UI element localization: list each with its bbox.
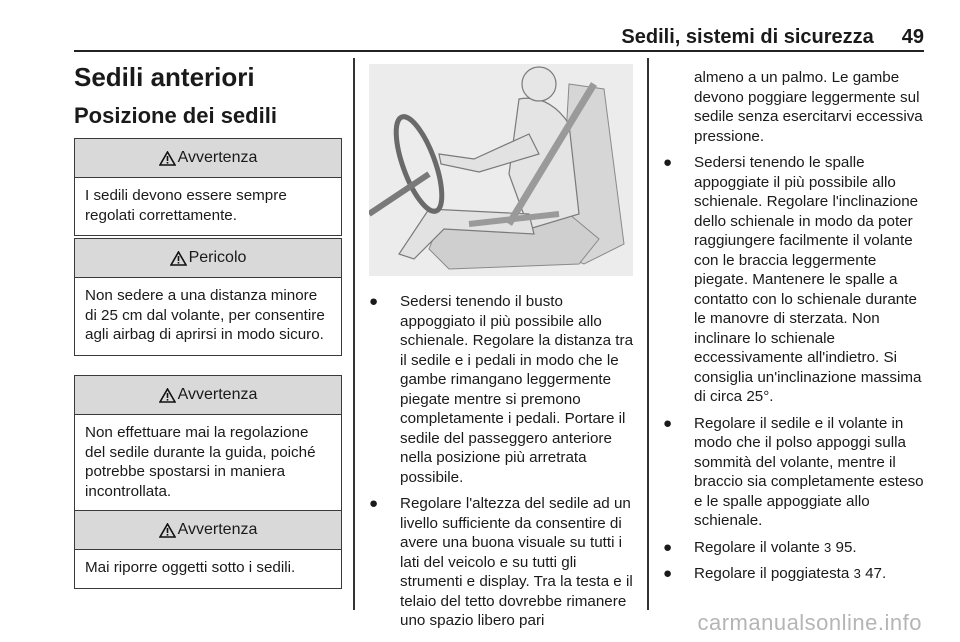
- driver-seat-figure: [369, 64, 633, 276]
- danger-text: Non sedere a una distanza minore di 25 cm dal volante, per consentire agli airbag di aprirsi in modo sicuro.: [85, 287, 325, 343]
- list-item: [663, 414, 925, 531]
- seat-instructions-list: [369, 292, 635, 631]
- list-item-text: Regolare il volante: [694, 538, 820, 556]
- warning-text: I sedili devono essere sempre regolati correttamente.: [85, 187, 287, 224]
- page-header: [621, 26, 924, 49]
- column-divider-left: [353, 58, 355, 610]
- watermark: carmanualsonline.info: [697, 610, 922, 635]
- warning-label: Avvertenza: [177, 149, 258, 166]
- bullet-icon: ●: [369, 495, 379, 512]
- bullet-icon: ●: [663, 414, 673, 432]
- seating-position-illustration: [369, 64, 633, 276]
- list-item-text: Regolare l'altezza del sedile ad un livello sufficiente da consentire di avere una buona visuale su tutti i lati del veicolo e su tutti gli strumenti e display. Tra la testa e il telaio del tetto dovrebbe rimanere uno spazio libero pari: [400, 495, 633, 629]
- warning-header: [75, 139, 341, 178]
- continued-paragraph: almeno a un palmo. Le gambe devono poggiare leggermente sul sedile senza esercitarvi eccessiva pressione.: [694, 69, 923, 145]
- list-item: [369, 292, 635, 487]
- warning-triangle-icon: [170, 251, 187, 266]
- page-reference-link[interactable]: 47.: [865, 565, 887, 582]
- header-rule: [74, 50, 924, 52]
- warning-text: Mai riporre oggetti sotto i sedili.: [85, 559, 296, 576]
- column-divider-right: [647, 58, 649, 610]
- danger-box: [74, 238, 342, 356]
- warning-header: [75, 376, 341, 415]
- warning-triangle-icon: [159, 523, 176, 538]
- chapter-title: Sedili, sistemi di sicurezza: [621, 26, 874, 48]
- right-column-text: [663, 68, 925, 591]
- warning-label: Avvertenza: [177, 386, 258, 403]
- list-item: [369, 494, 635, 631]
- cross-reference-icon: 3: [853, 566, 861, 581]
- subsection-title: Posizione dei sedili: [74, 103, 277, 128]
- bullet-icon: ●: [663, 154, 673, 171]
- seat-instructions-list-continued: [663, 153, 925, 584]
- warning-header: [75, 511, 341, 550]
- middle-column-text: [369, 292, 635, 638]
- list-item-text: Regolare il sedile e il volante in modo che il polso appoggi sulla sommità del volante, mentre il braccio sia completamente esteso e le spalle appoggiate allo schienale.: [694, 414, 924, 529]
- list-item-text: Sedersi tenendo le spalle appoggiate il più possibile allo schienale. Regolare l'inclinazione dello schienale in modo da poter raggiungere facilmente il volante con le braccia leggermente piegate. Mantenere le spalle a contatto con lo schienale durante le manovre di sterzata. Non inclinare lo schienale eccessivamente all'indietro. Si consiglia un'inclinazione massima di circa 25°.: [694, 154, 922, 405]
- section-title: Sedili anteriori: [74, 62, 255, 92]
- warning-label: Avvertenza: [177, 521, 258, 538]
- list-item: [663, 538, 925, 558]
- list-item: [663, 564, 925, 584]
- danger-label: Pericolo: [188, 249, 247, 266]
- page-reference-link[interactable]: 95.: [835, 538, 857, 556]
- list-item: [663, 153, 925, 407]
- bullet-icon: ●: [369, 293, 379, 310]
- warning-box: [74, 510, 342, 589]
- warning-triangle-icon: [159, 151, 176, 166]
- warning-text: Non effettuare mai la regolazione del sedile durante la guida, poiché potrebbe spostarsi in maniera incontrollata.: [85, 424, 316, 500]
- list-item-text: Regolare il poggiatesta: [694, 565, 850, 582]
- danger-header: [75, 239, 341, 278]
- page-number: 49: [901, 26, 924, 48]
- bullet-icon: ●: [663, 565, 673, 582]
- cross-reference-icon: 3: [824, 539, 832, 555]
- warning-box: [74, 138, 342, 236]
- warning-box: [74, 375, 342, 512]
- bullet-icon: ●: [663, 538, 673, 556]
- list-item-text: Sedersi tenendo il busto appoggiato il più possibile allo schienale. Regolare la distanza tra il sedile e i pedali in modo che le gambe rimangano leggermente piegate mentre si premono completamente i pedali. Portare il sedile del passeggero anteriore nella posizione più arretrata possibile.: [400, 293, 634, 486]
- warning-triangle-icon: [159, 388, 176, 403]
